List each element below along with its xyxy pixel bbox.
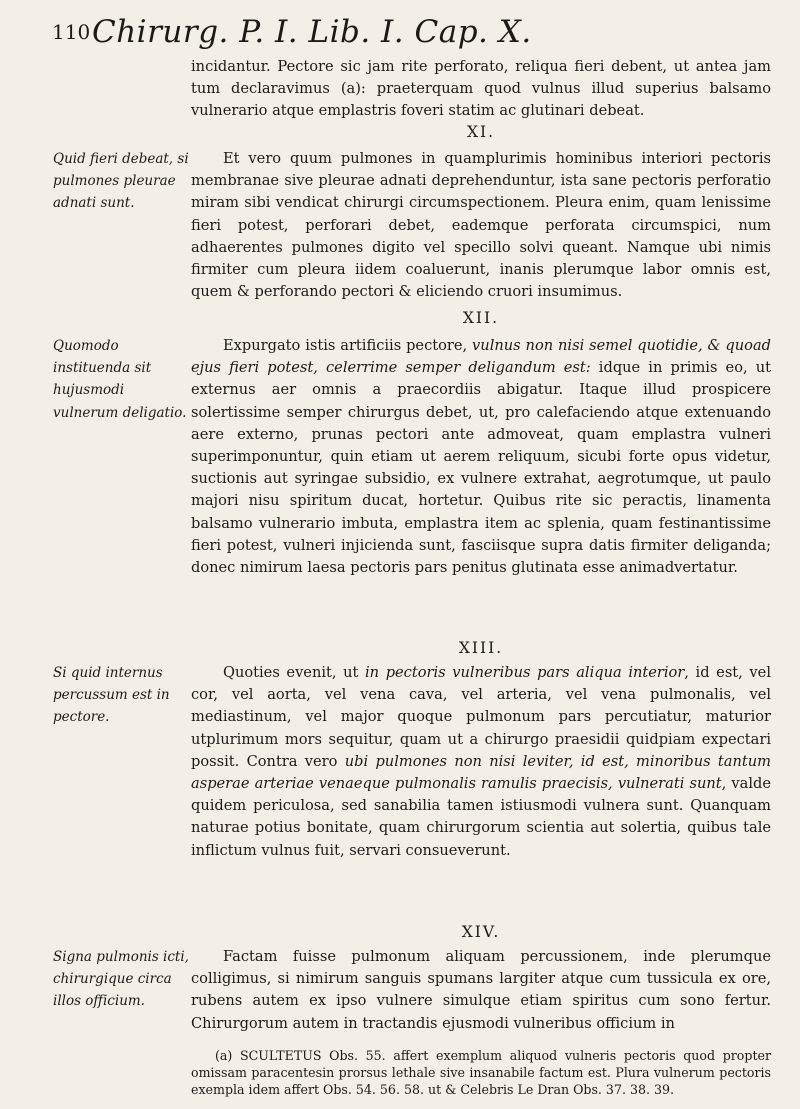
section-body-xii (191, 335, 771, 579)
text-run: , valde quidem periculosa, sed sanabilia tamen istiusmodi vulnera sunt. Quanquam naturae potius bonitate, quam chirurgorum scientia aut solertia, quibus tale inflictum vulnus fuit, servari consueverunt. (191, 775, 772, 859)
section-text-xii (191, 335, 771, 579)
text-run-italic: vulnus non nisi semel quotidie, & quoad ejus fieri potest, celerrime semper deligandum est: (191, 337, 771, 377)
intro-paragraph (191, 56, 771, 123)
footnote (191, 1047, 771, 1098)
text-run-italic: ubi pulmones non nisi leviter, id est, minoribus tantum asperae arteriae venaeque pulmonalis ramulis praecisis, vulnerati sunt (191, 752, 771, 793)
margin-note-xiii: Si quid internus percussum est in pectore. (53, 665, 170, 726)
footnote-text: (a) SCULTETUS Obs. 55. affert exemplum aliquod vulneris pectoris quod propter omissam paracentesin prorsus lethale sive insanabile factum est. Plura vulnerum pectoris exempla idem affert Obs. 54. 56. 58. ut & Celebris Le Dran Obs. 37. 38. 39. (191, 1048, 771, 1097)
section-heading-xi: XI. (466, 123, 496, 141)
page-number: 110 (52, 20, 91, 44)
running-title: Chirurg. P. I. Lib. I. Cap. X. (92, 14, 532, 50)
section-text-xiii (191, 662, 771, 862)
section-body-xiii (191, 662, 771, 862)
section-heading-xii: XII. (462, 309, 500, 327)
section-text-xi: Et vero quum pulmones in quamplurimis hominibus interiori pectoris membranae sive pleurae adnati deprehenduntur, ista sane pectoris perforatio miram sibi vendicat chirurgi circumspectionem. Pleura enim, quam lenissime fieri potest, perforari debet, eademque perforata circumspici, num adhaerentes pulmones digito vel specillo solvi queant. Namque ubi nimis firmiter cum pleura iidem coaluerunt, inanis plerumque labor omnis est, quem & perforando pectori & eliciendo cruori insumimus. (191, 150, 771, 301)
section-heading-xiv: XIV. (461, 923, 501, 941)
section-body-xi (191, 148, 771, 303)
section-body-xiv (191, 946, 771, 1035)
text-run: , id est, vel cor, vel aorta, vel vena cava, vel arteria, vel vena pulmonalis, vel mediastinum, vel major quoque pulmonum pars percutiatur, maturior utplurimum mors sequitur, quam ut a chirurgo praesidii quidpiam expectari possit. Contra vero (191, 664, 771, 770)
text-run: Quoties evenit, ut (223, 664, 366, 681)
margin-note-xi: Quid fieri debeat, si pulmones pleurae adnati sunt. (53, 151, 189, 212)
section-text-xiv: Factam fuisse pulmonum aliquam percussionem, inde plerumque colligimus, si nimirum sanguis spumans largiter atque cum tussicula ex ore, rubens autem ex ipso vulnere simulque etiam spiritus cum sono fertur. Chirurgorum autem in tractandis ejusmodi vulneribus officium in (191, 948, 771, 1032)
text-run: Expurgato istis artificiis pectore, (223, 337, 473, 354)
text-run: idque in primis eo, ut externus aer omnis a praecordiis abigatur. Itaque illud prospicere solertissime semper chirurgus debet, ut, pro calefaciendo atque extenuando aere externo, prunas pectori ante admoveat, quam emplastra vulneri superimponuntur, quin etiam ut aerem reliquum, sicubi forte opus videtur, suctionis aut syringae subsidio, ex vulnere extrahat, aegrotumque, ut paulo majori nisu spiritum ducat, hortetur. Quibus rite sic peractis, linamenta balsamo vulnerario imbuta, emplastra item ac splenia, quam festinantissime fieri potest, vulneri injicienda sunt, fasciisque supra datis firmiter deliganda; donec nimirum laesa pectoris pars penitus glutinata esse animadvertatur. (191, 359, 771, 577)
page-header (52, 14, 762, 54)
text-run-italic: in pectoris vulneribus pars aliqua interior (365, 664, 685, 681)
margin-note-xiv: Signa pulmonis icti, chirurgique circa illos officium. (53, 949, 189, 1010)
section-heading-xiii: XIII. (458, 639, 504, 657)
margin-note-xii: Quomodo instituenda sit hujusmodi vulnerum deligatio. (53, 338, 187, 421)
intro-text: incidantur. Pectore sic jam rite perforato, reliqua fieri debent, ut antea jam tum declaravimus (a): praeterquam quod vulnus illud superius balsamo vulnerario atque emplastris foveri statim ac glutinari debeat. (191, 58, 771, 120)
